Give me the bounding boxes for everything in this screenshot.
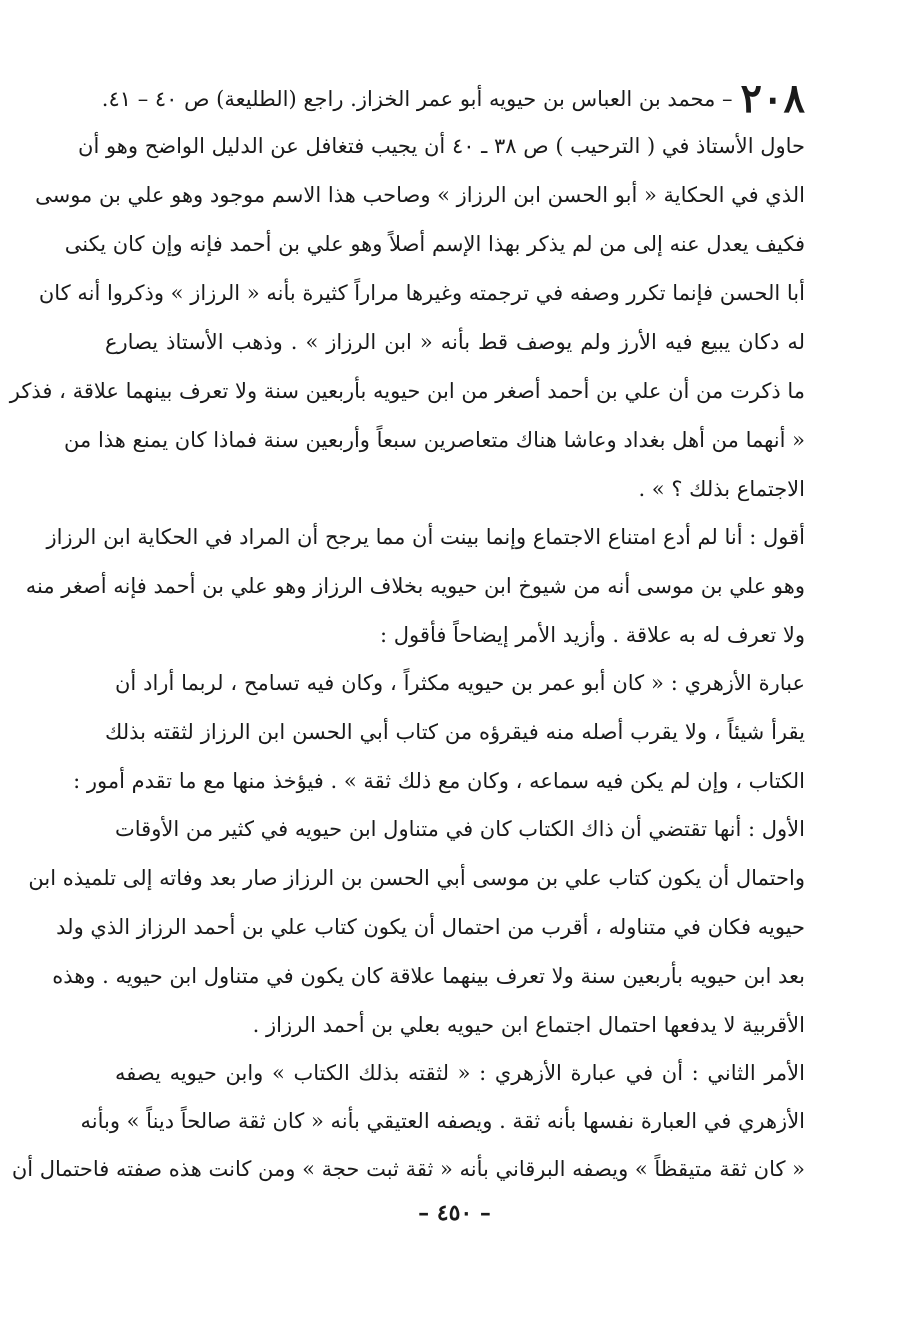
text-line: « كان ثقة متيقظاً » ويصفه البرقاني بأنه « ثقة ثبت حجة » ومن كانت هذه صفته فاحتمال أن bbox=[11, 1157, 805, 1181]
text-line: له دكان يبيع فيه الأرز ولم يوصف قط بأنه « ابن الرزاز » . وذهب الأستاذ يصارع bbox=[105, 330, 805, 354]
text-line: بعد ابن حيويه بأربعين سنة ولا تعرف بينهما علاقة كان يكون في متناول ابن حيويه . وهذه bbox=[52, 964, 805, 988]
text-line: الذي في الحكاية « أبو الحسن ابن الرزاز » وصاحب هذا الاسم موجود وهو علي بن موسى bbox=[35, 183, 805, 207]
text-line: الأقربية لا يدفعها احتمال اجتماع ابن حيويه بعلي بن أحمد الرزاز . bbox=[252, 1013, 805, 1037]
text-line: الاجتماع بذلك ؟ » . bbox=[638, 477, 805, 501]
entry-heading-text: – محمد بن العباس بن حيويه أبو عمر الخزاز. راجع (الطليعة) ص ٤٠ – ٤١. bbox=[101, 87, 733, 111]
text-line: يقرأ شيئاً ، ولا يقرب أصله منه فيقرؤه من كتاب أبي الحسن ابن الرزاز لثقته بذلك bbox=[105, 720, 805, 744]
text-line: ولا تعرف له به علاقة . وأزيد الأمر إيضاحاً فأقول : bbox=[380, 623, 805, 647]
text-line: الأول : أنها تقتضي أن ذاك الكتاب كان في متناول ابن حيويه في كثير من الأوقات bbox=[115, 817, 805, 841]
text-line: واحتمال أن يكون كتاب علي بن موسى أبي الحسن بن الرزاز صار بعد وفاته إلى تلميذه ابن bbox=[28, 866, 805, 890]
text-line: أقول : أنا لم أدع امتناع الاجتماع وإنما بينت أن مما يرجح أن المراد في الحكاية ابن الرزاز bbox=[46, 525, 805, 549]
text-line: ما ذكرت من أن علي بن أحمد أصغر من ابن حيويه بأربعين سنة ولا تعرف بينهما علاقة ، فذكر bbox=[9, 379, 805, 403]
text-line: الأزهري في العبارة نفسها بأنه ثقة . ويصفه العتيقي بأنه « كان ثقة صالحاً ديناً » وبأنه bbox=[80, 1109, 805, 1133]
text-line: « أنهما من أهل بغداد وعاشا هناك متعاصرين سبعاً وأربعين سنة فماذا كان يمنع هذا من bbox=[64, 428, 805, 452]
text-line: عبارة الأزهري : « كان أبو عمر بن حيويه مكثراً ، وكان فيه تسامح ، لربما أراد أن bbox=[115, 671, 805, 695]
entry-heading bbox=[101, 75, 805, 122]
text-line: حيويه فكان في متناوله ، أقرب من احتمال أن يكون كتاب علي بن أحمد الرزاز الذي ولد bbox=[56, 915, 805, 939]
page-number: – ٤٥٠ – bbox=[418, 1200, 491, 1226]
text-line: الكتاب ، وإن لم يكن فيه سماعه ، وكان مع ذلك ثقة » . فيؤخذ منها مع ما تقدم أمور : bbox=[73, 769, 805, 793]
text-line: وهو علي بن موسى أنه من شيوخ ابن حيويه بخلاف الرزاز وهو علي بن أحمد فإنه أصغر منه bbox=[25, 574, 805, 598]
text-line: الأمر الثاني : أن في عبارة الأزهري : « لثقته بذلك الكتاب » وابن حيويه يصفه bbox=[115, 1061, 805, 1085]
text-line: فكيف يعدل عنه إلى من لم يذكر بهذا الإسم أصلاً وهو علي بن أحمد فإنه وإن كان يكنى bbox=[64, 232, 805, 256]
entry-number: ٢٠٨ bbox=[740, 75, 805, 122]
text-line: حاول الأستاذ في ( الترحيب ) ص ٣٨ ـ ٤٠ أن يجيب فتغافل عن الدليل الواضح وهو أن bbox=[78, 134, 805, 158]
text-line: أبا الحسن فإنما تكرر وصفه في ترجمته وغيرها مراراً كثيرة بأنه « الرزاز » وذكروا أنه كان bbox=[38, 281, 805, 305]
